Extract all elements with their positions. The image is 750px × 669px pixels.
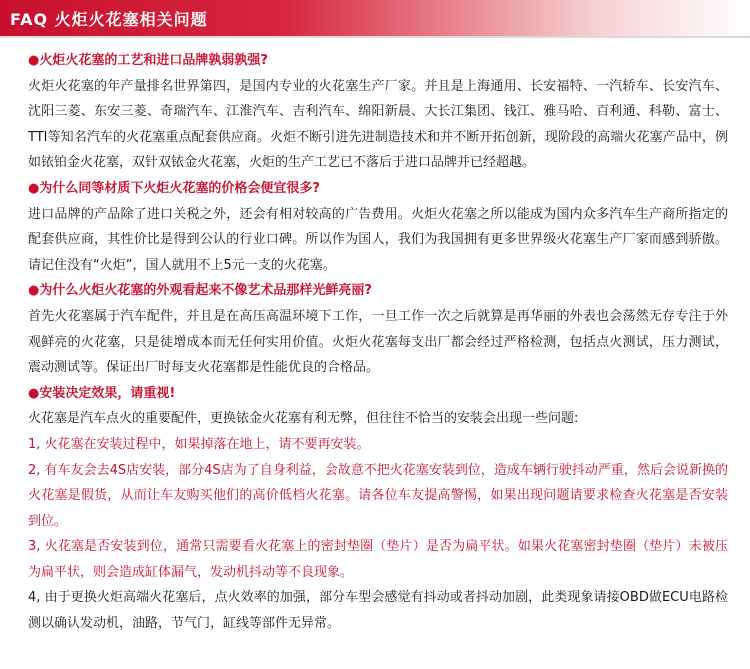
install-note-3: 3, 火花塞是否安装到位，通常只需要看火花塞上的密封垫圈（垫片）是否为扁平状。如果火花塞密封垫圈（垫片）未被压为扁平状，则会造成缸体漏气，发动机抖动等不良现象。 — [28, 539, 728, 580]
install-note-1: 1, 火花塞在安装过程中，如果掉落在地上，请不要再安装。 — [28, 436, 370, 452]
header-divider — [0, 36, 750, 38]
faq-answer-4: 火花塞是汽车点火的重要配件，更换铱金火花塞有利无弊，但往往不恰当的安装会出现一些问题: — [28, 411, 579, 427]
page-title: FAQ 火炬火花塞相关问题 — [10, 10, 208, 29]
faq-content — [28, 48, 728, 637]
faq-header — [0, 0, 750, 36]
faq-answer-3: 首先火花塞属于汽车配件，并且是在高压高温环境下工作，一旦工作一次之后就算是再华丽的外表也会荡然无存专注于外观鲜亮的火花塞，只是徒增成本而无任何实用价值。火炬火花塞每支出厂都会经过严格检测，包括点火测试，压力测试，震动测试等。保证出厂时每支火花塞都是性能优良的合格品。 — [28, 308, 728, 376]
faq-question-4: ●安装决定效果，请重视! — [28, 385, 176, 401]
faq-answer-2: 进口品牌的产品除了进口关税之外，还会有相对较高的广告费用。火炬火花塞之所以能成为国内众多汽车生产商所指定的配套供应商，其性价比是得到公认的行业口碑。所以作为国人，我们为我国拥有更多世界级火花塞生产厂家而感到骄傲。请记住没有“火炬”，国人就用不上5元一支的火花塞。 — [28, 206, 728, 273]
faq-answer-1: 火炬火花塞的年产量排名世界第四，是国内专业的火花塞生产厂家。并且是上海通用、长安福特、一汽轿车、长安汽车、沈阳三菱、东安三菱、奇瑞汽车、江淮汽车、吉利汽车、绵阳新晨、大长江集团、钱江、雅马哈、百利通、科勒、富士、TTI等知名汽车的火花塞重点配套供应商。火炬不断引进先进制造技术和并不断开拓创新，现阶段的高端火花塞产品中，例如铱铂金火花塞，双针双铱金火花塞，火炬的生产工艺已不落后于进口品牌并已经超越。 — [28, 78, 728, 171]
faq-question-2: ●为什么同等材质下火炬火花塞的价格会便宜很多? — [28, 180, 320, 196]
faq-question-3: ●为什么火炬火花塞的外观看起来不像艺术品那样光鲜亮丽? — [28, 283, 372, 299]
install-note-2: 2, 有车友会去4S店安装，部分4S店为了自身利益，会故意不把火花塞安装到位，造成车辆行驶抖动严重，然后会说新换的火花塞是假货，从而让车友购买他们的高价低档火花塞。请各位车友提高警惕，如果出现问题请要求检查火花塞是否安装到位。 — [28, 462, 728, 529]
faq-question-1: ●火炬火花塞的工艺和进口品牌孰弱孰强? — [28, 53, 268, 68]
install-note-4: 4, 由于更换火炬高端火花塞后，点火效率的加强，部分车型会感觉有抖动或者抖动加剧，此类现象请接OBD做ECU电路检测以确认发动机，油路，节气门，缸线等部件无异常。 — [28, 590, 728, 632]
